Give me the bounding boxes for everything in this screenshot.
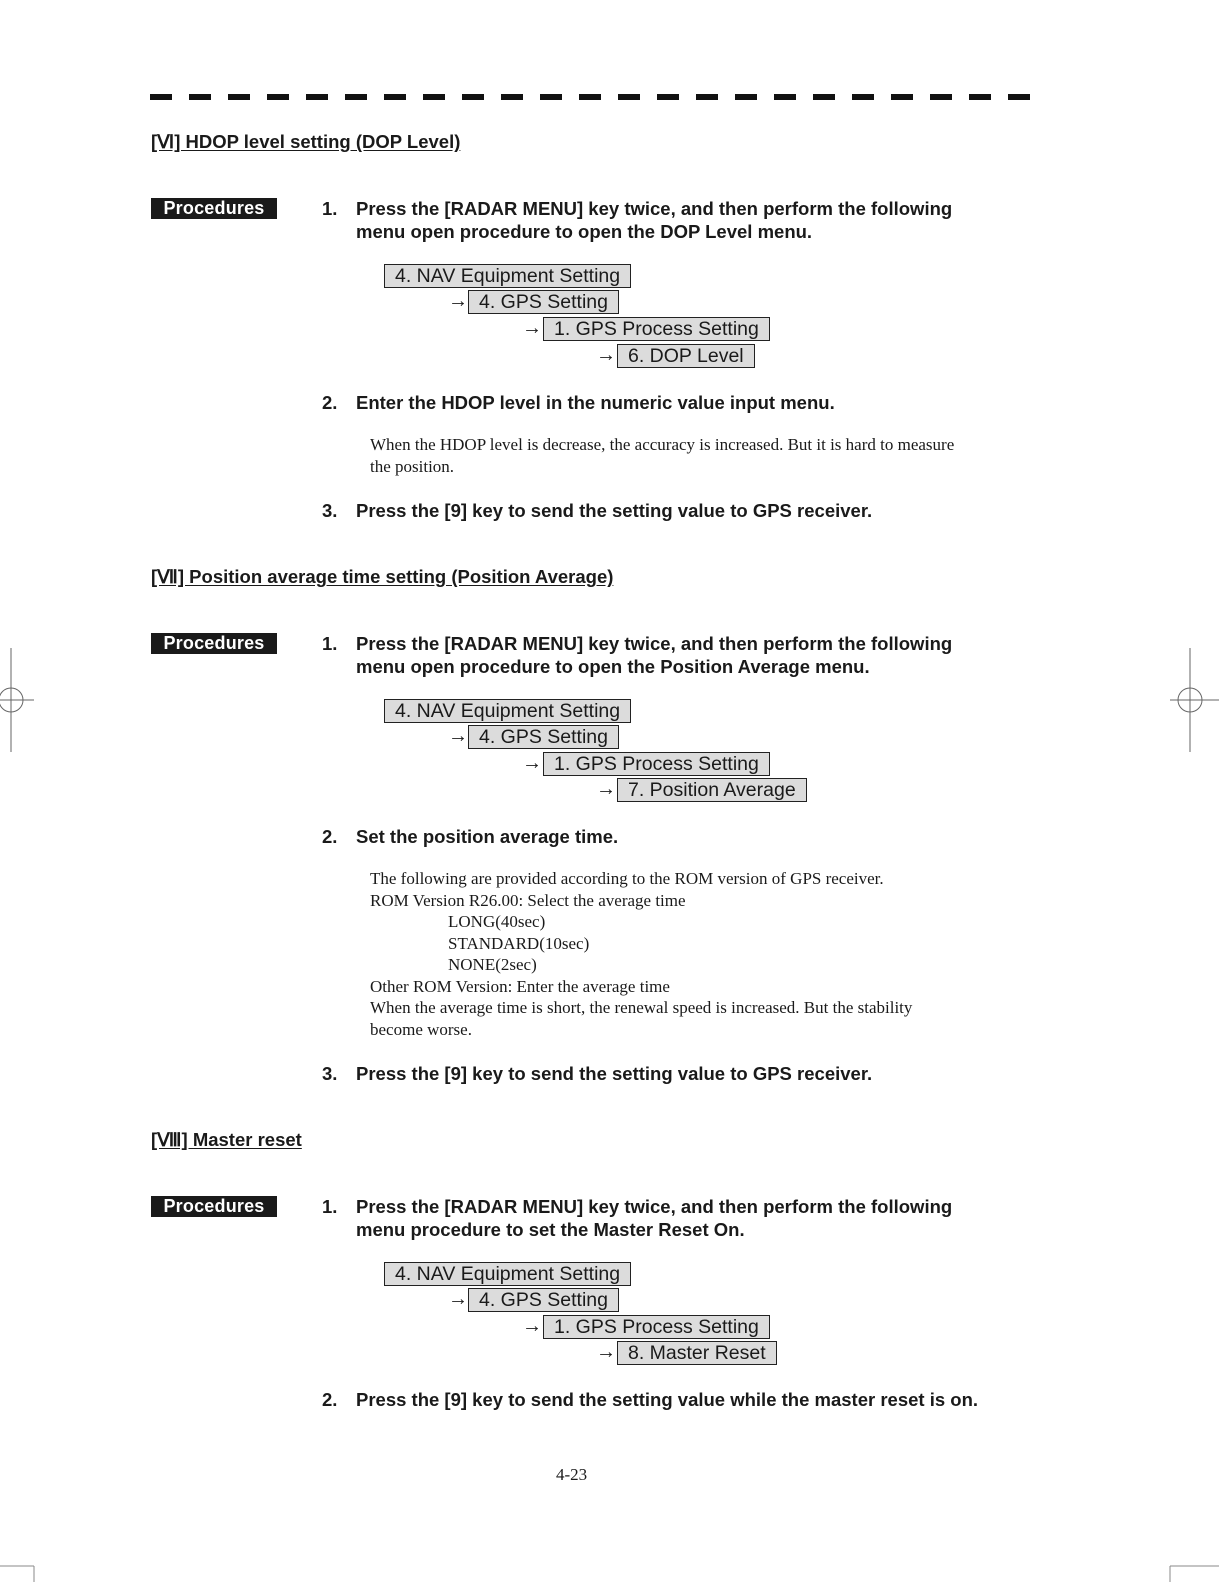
note-line: ROM Version R26.00: Select the average time [370,891,686,910]
crop-mark-bottom-left [0,1560,40,1582]
note-option: STANDARD(10sec) [448,934,590,953]
registration-mark-right [1170,640,1219,760]
arrow-icon: → [522,752,542,774]
arrow-icon: → [596,344,616,366]
procedures-badge: Procedures [151,1196,277,1217]
menu-item-master-reset: 8. Master Reset [617,1341,777,1365]
note-option: NONE(2sec) [448,955,537,974]
step-text: Enter the HDOP level in the numeric value input menu. [356,392,835,413]
arrow-icon: → [448,1288,468,1310]
menu-item-nav-equipment-setting: 4. NAV Equipment Setting [384,264,631,288]
step-text: Press the [RADAR MENU] key twice, and then perform the following [356,198,953,219]
step-number: 1. [322,198,338,219]
menu-item-gps-process-setting: 1. GPS Process Setting [543,1315,770,1339]
page-number: 4-23 [556,1465,588,1484]
note-line: When the HDOP level is decrease, the accuracy is increased. But it is hard to measure [370,435,955,454]
step-text-cont: menu open procedure to open the Position Average menu. [356,656,870,677]
section-heading-position-average: [Ⅶ] Position average time setting (Position Average) [151,566,614,587]
arrow-icon: → [522,317,542,339]
menu-item-gps-setting: 4. GPS Setting [468,1288,619,1312]
top-dashed-rule [150,94,1030,100]
note-line: The following are provided according to the ROM version of GPS receiver. [370,869,884,888]
step-text: Press the [9] key to send the setting value to GPS receiver. [356,1063,873,1084]
note-line: Other ROM Version: Enter the average time [370,977,670,996]
step-text: Press the [9] key to send the setting value to GPS receiver. [356,500,873,521]
procedures-badge: Procedures [151,633,277,654]
note-line: become worse. [370,1020,472,1039]
menu-item-dop-level: 6. DOP Level [617,344,755,368]
step-text: Press the [RADAR MENU] key twice, and then perform the following [356,1196,953,1217]
arrow-icon: → [596,1341,616,1363]
step-text: Set the position average time. [356,826,619,847]
menu-item-gps-process-setting: 1. GPS Process Setting [543,317,770,341]
step-number: 3. [322,1063,338,1084]
note-line: the position. [370,457,455,476]
crop-mark-bottom-right [1160,1560,1219,1582]
step-text: Press the [RADAR MENU] key twice, and then perform the following [356,633,953,654]
step-text-cont: menu open procedure to open the DOP Level menu. [356,221,813,242]
step-number: 3. [322,500,338,521]
arrow-icon: → [448,725,468,747]
section-heading-master-reset: [Ⅷ] Master reset [151,1129,302,1150]
step-number: 1. [322,1196,338,1217]
menu-item-position-average: 7. Position Average [617,778,807,802]
section-heading-hdop: [Ⅵ] HDOP level setting (DOP Level) [151,131,461,152]
step-number: 2. [322,826,338,847]
menu-item-gps-setting: 4. GPS Setting [468,725,619,749]
menu-item-nav-equipment-setting: 4. NAV Equipment Setting [384,1262,631,1286]
note-option: LONG(40sec) [448,912,546,931]
step-number: 2. [322,1389,338,1410]
arrow-icon: → [448,290,468,312]
procedures-badge: Procedures [151,198,277,219]
note-line: When the average time is short, the renewal speed is increased. But the stability [370,998,913,1017]
arrow-icon: → [596,778,616,800]
step-number: 2. [322,392,338,413]
menu-item-gps-process-setting: 1. GPS Process Setting [543,752,770,776]
step-number: 1. [322,633,338,654]
menu-item-gps-setting: 4. GPS Setting [468,290,619,314]
step-text-cont: menu procedure to set the Master Reset On. [356,1219,745,1240]
menu-item-nav-equipment-setting: 4. NAV Equipment Setting [384,699,631,723]
arrow-icon: → [522,1315,542,1337]
registration-mark-left [0,640,40,760]
step-text: Press the [9] key to send the setting value while the master reset is on. [356,1389,979,1410]
